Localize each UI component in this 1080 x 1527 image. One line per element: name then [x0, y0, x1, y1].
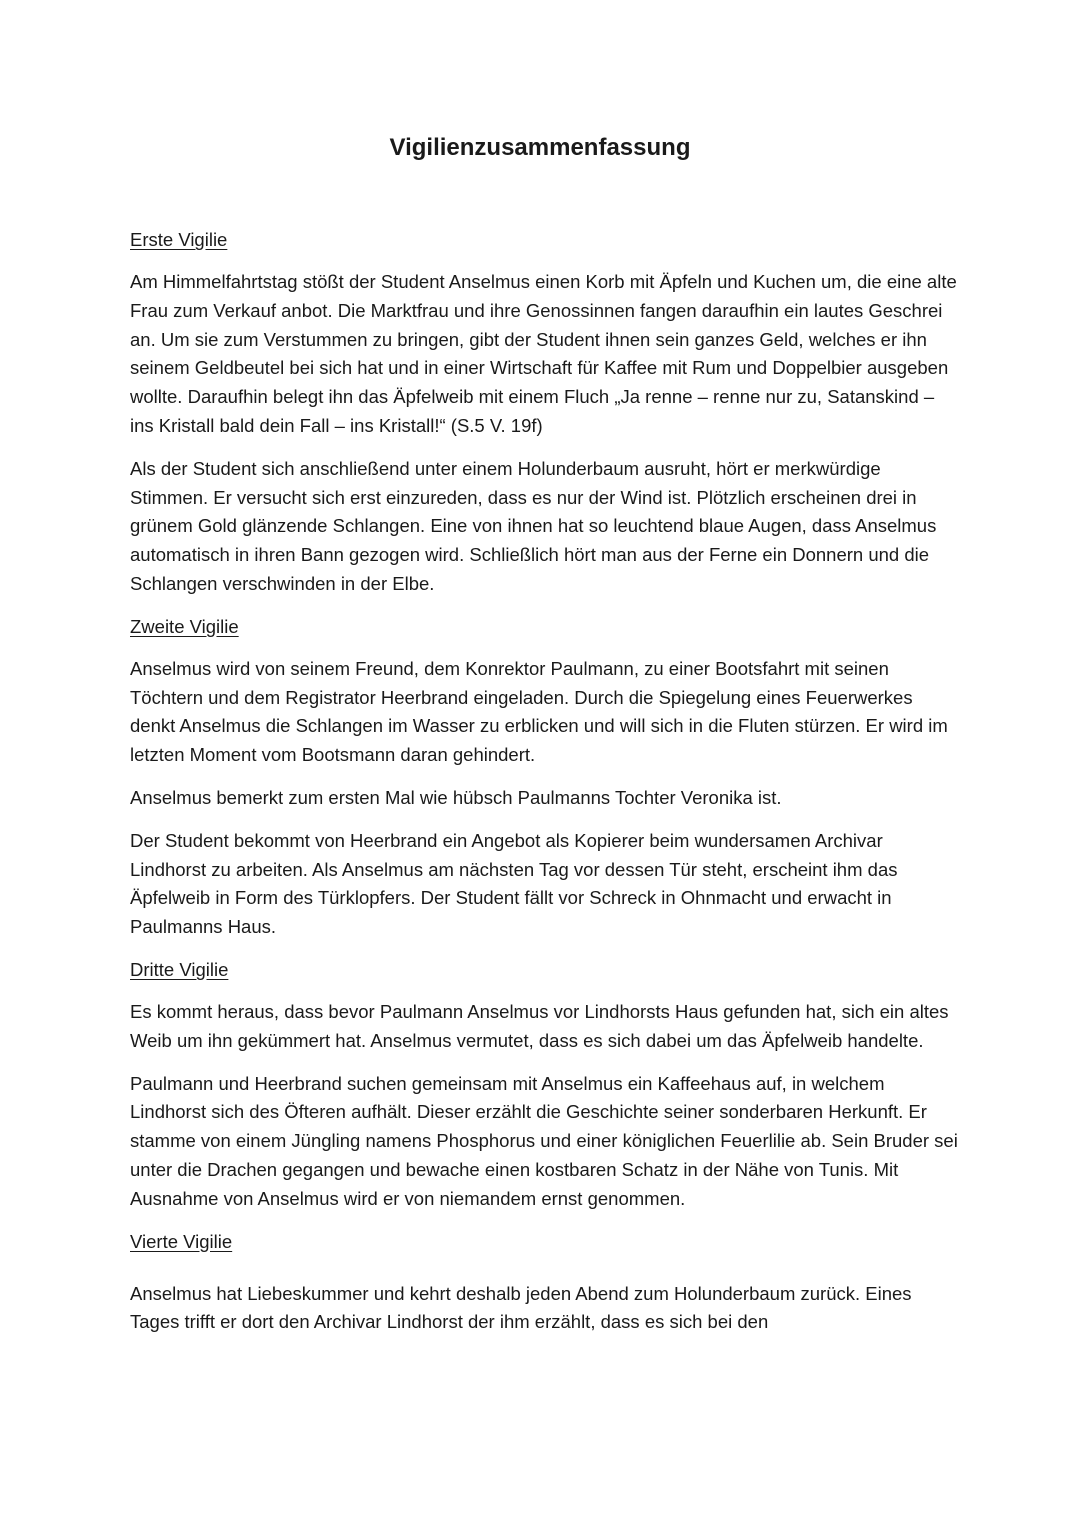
paragraph: Es kommt heraus, dass bevor Paulmann Anselmus vor Lindhorsts Haus gefunden hat, sich ein altes Weib um ihn gekümmert hat. Anselmus vermutet, dass es sich dabei um das Äpfelweib handelte. [130, 1000, 949, 1051]
document-title: Vigilienzusammenfassung [389, 134, 691, 161]
section-heading: Dritte Vigilie [130, 958, 229, 980]
section-heading: Erste Vigilie [130, 229, 228, 250]
paragraph: Paulmann und Heerbrand suchen gemeinsam mit Anselmus ein Kaffeehaus auf, in welchem Lindhorst sich des Öfteren aufhält. Dieser erzählt die Geschichte seiner sonderbaren Herkunft. Er stamme von einem Jüngling namens Phosphorus und einer königlichen Feuerlilie ab. Sein Bruder sei unter die Drachen gegangen und bewache einen kostbaren Schatz in der Nähe von Tunis. Mit Ausnahme von Anselmus wird er von niemandem ernst genommen. [130, 1072, 958, 1209]
section-dritte-vigilie [130, 956, 960, 1214]
paragraph: Am Himmelfahrtstag stößt der Student Anselmus einen Korb mit Äpfeln und Kuchen um, die eine alte Frau zum Verkauf anbot. Die Marktfrau und ihre Genossinnen fangen daraufhin ein lautes Geschrei an. Um sie zum Verstummen zu bringen, gibt der Student ihnen sein ganzes Geld, welches er ihn seinem Geldbeutel bei sich hat und in einer Wirtschaft für Kaffee mit Rum und Doppelbier ausgeben wollte. Daraufhin belegt ihn das Äpfelweib mit einem Fluch „Ja renne – renne nur zu, Satanskind – ins Kristall bald dein Fall – ins Kristall!“ (S.5 V. 19f) [130, 271, 957, 436]
paragraph: Der Student bekommt von Heerbrand ein Angebot als Kopierer beim wundersamen Archivar Lindhorst zu arbeiten. Als Anselmus am nächsten Tag vor dessen Tür steht, erscheint ihm das Äpfelweib in Form des Türklopfers. Der Student fällt vor Schreck in Ohnmacht und erwacht in Paulmanns Haus. [130, 829, 898, 938]
section-erste-vigilie [130, 226, 960, 599]
paragraph: Anselmus bemerkt zum ersten Mal wie hübsch Paulmanns Tochter Veronika ist. [130, 786, 782, 808]
section-zweite-vigilie [130, 613, 960, 942]
paragraph: Als der Student sich anschließend unter einem Holunderbaum ausruht, hört er merkwürdige Stimmen. Er versucht sich erst einzureden, dass es nur der Wind ist. Plötzlich erscheinen drei in grünem Gold glänzende Schlangen. Eine von ihnen hat so leuchtend blaue Augen, dass Anselmus automatisch in ihren Bann gezogen wird. Schließlich hört man aus der Ferne ein Donnern und die Schlangen verschwinden in der Elbe. [130, 457, 937, 594]
section-heading: Zweite Vigilie [130, 615, 239, 637]
section-heading: Vierte Vigilie [130, 1230, 233, 1252]
document-body [130, 226, 960, 1351]
paragraph: Anselmus wird von seinem Freund, dem Konrektor Paulmann, zu einer Bootsfahrt mit seinen Töchtern und dem Registrator Heerbrand eingeladen. Durch die Spiegelung eines Feuerwerkes denkt Anselmus die Schlangen im Wasser zu erblicken und will sich in die Fluten stürzen. Er wird im letzten Moment vom Bootsmann daran gehindert. [130, 657, 948, 766]
section-vierte-vigilie [130, 1228, 960, 1338]
paragraph: Anselmus hat Liebeskummer und kehrt deshalb jeden Abend zum Holunderbaum zurück. Eines Tages trifft er dort den Archivar Lindhorst der ihm erzählt, dass es sich bei den [130, 1282, 912, 1333]
